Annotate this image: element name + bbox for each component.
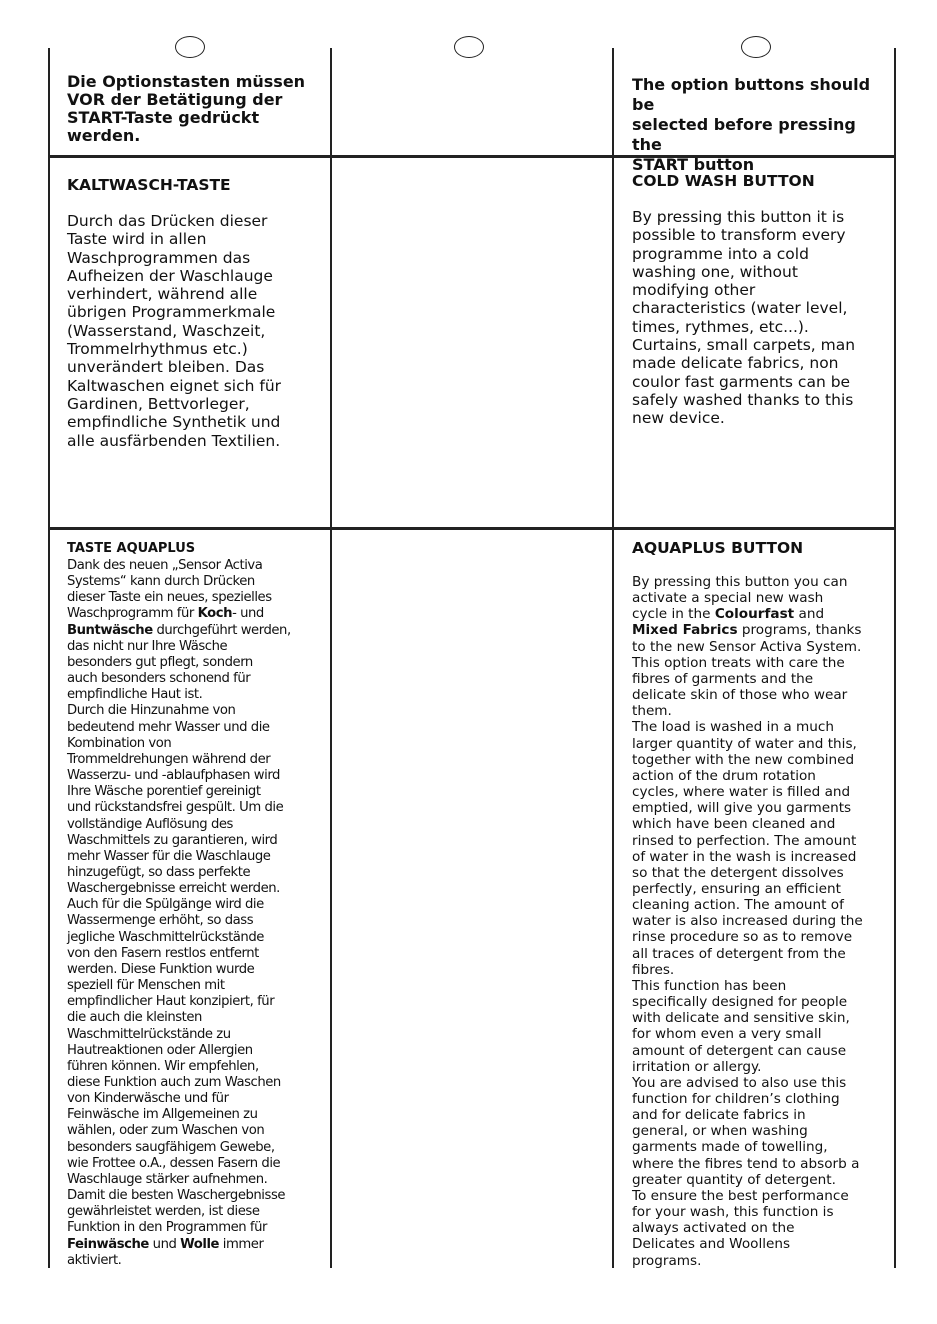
german-aquaplus-text-part: und [148,1236,181,1252]
english-aquaplus-heading: AQUAPLUS BUTTON [632,539,804,557]
german-aquaplus-text [67,558,329,1269]
english-option-notice: The option buttons should be selected before pressing the START button [632,75,871,174]
language-marker-german [175,36,205,58]
german-aquaplus-text-part: durchgeführt werden, das nicht nur Ihre Wäsche besonders gut pflegt, sondern auch besonders schonend für empfindliche Haut ist. Durch die Hinzunahme von bedeutend mehr Wasser und die Kombination von Trommeldrehungen während der Wasserzu- und -ablaufphasen wird Ihre Wäsche porentief gereinigt und rückstandsfrei gespült. Um die vollständige Auflösung des Waschmittels zu garantieren, wird mehr Wasser für die Waschlauge hinzugefügt, so dass perfekte Waschergebnisse erreicht werden. Auch für die Spülgänge wird die Wassermenge erhöht, so dass jegliche Waschmittelrückstände von den Fasern restlos entfernt werden. Diese Funktion wurde speziell für Menschen mit empfindlicher Haut konzipiert, für die auch die kleinsten Waschmittelrückstände zu Hautreaktionen oder Allergien führen können. Wir empfehlen, diese Funktion auch zum Waschen von Kinderwäsche und für Feinwäsche im Allgemeinen zu wählen, oder zum Waschen von besonders saugfähigem Gewebe, wie Frottee o.A., dessen Fasern die Waschlauge stärker aufnehmen. Damit die besten Waschergebnisse gewährleistet werden, ist diese Funktion in den Programmen für [67,622,291,1236]
column-divider-left [48,48,50,1268]
english-aquaplus-text-part: programs, thanks to the new Sensor Activa System. This option treats with care the fibres of garments and the delicate skin of those who wear them. The load is washed in a much larger quantity of water and this, together with the new combined action of the drum rotation cycles, where water is filled and emptied, will give you garments which have been cleaned and rinsed to perfection. The amount of water in the wash is increased so that the detergent dissolves perfectly, ensuring an efficient cleaning action. The amount of water is also increased during the rinse procedure so as to remove all traces of detergent from the fibres. This function has been specifically designed for people with delicate and sensitive skin, for whom even a very small amount of detergent can cause irritation or allergy. You are advised to also use this function for children’s clothing and for delicate fabrics in general, or when washing garments made of towelling, where the fibres tend to absorb a greater quantity of detergent. To ensure the best performance for your wash, this function is always activated on the Delicates and Woollens programs. [632,622,863,1269]
language-marker-middle [454,36,484,58]
german-cold-wash-text: Durch das Drücken dieser Taste wird in allen Waschprogrammen das Aufheizen der Waschlauge verhindert, während alle übrigen Programmerkmale (Wasserstand, Waschzeit, Trommelrhythmus etc.) unverändert bleiben. Das Kaltwaschen eignet sich für Gardinen, Bettvorleger, empfindliche Synthetik und alle ausfärbenden Textilien. [67,212,282,450]
english-aquaplus-bold-mixed-fabrics: Mixed Fabrics [632,622,738,639]
column-divider-middle-right [612,48,614,1268]
german-aquaplus-bold-koch: Koch [197,606,233,622]
german-aquaplus-text-part: - und [232,606,264,622]
german-aquaplus-bold-feinwaesche: Feinwäsche [67,1236,149,1252]
german-aquaplus-text-part: Dank des neuen „Sensor Activa Systems“ kann durch Drücken dieser Taste ein neues, spezielles Waschprogramm für [67,558,272,622]
english-aquaplus-text [632,574,894,1269]
language-marker-english [741,36,771,58]
english-aquaplus-text-part: By pressing this button you can activate a special new wash cycle in the [632,574,848,623]
column-divider-right [894,48,896,1268]
german-aquaplus-bold-buntwaesche: Buntwäsche [67,622,153,638]
english-aquaplus-bold-colourfast: Colourfast [714,606,795,623]
german-aquaplus-text-part: immer aktiviert. [67,1236,264,1268]
row-divider-bottom [48,527,896,530]
german-aquaplus-heading: TASTE AQUAPLUS [67,541,196,556]
column-divider-middle-left [330,48,332,1268]
german-option-notice: Die Optionstasten müssen VOR der Betätigung der START-Taste gedrückt werden. [67,72,306,145]
german-cold-wash-heading: KALTWASCH-TASTE [67,176,231,194]
english-cold-wash-heading: COLD WASH BUTTON [632,172,815,190]
english-aquaplus-text-part: and [798,606,825,623]
english-cold-wash-text: By pressing this button it is possible to transform every programme into a cold washing one, without modifying other characteristics (water level, times, rythmes, etc...). Curtains, small carpets, man made delicate fabrics, non coulor fast garments can be safely washed thanks to this new device. [632,208,856,428]
german-aquaplus-bold-wolle: Wolle [180,1236,220,1252]
